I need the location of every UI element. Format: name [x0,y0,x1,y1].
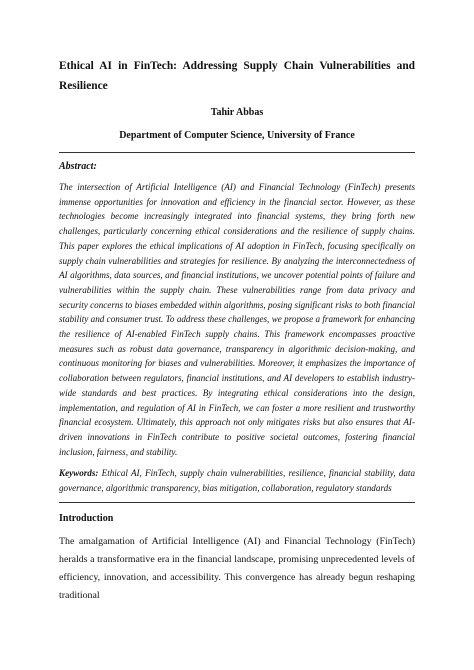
keywords-list: Ethical AI, FinTech, supply chain vulnerabilities, resilience, financial stability, data governance, algorithmic transparency, bias mitigation, collaboration, regulatory standards [59,468,415,494]
bottom-divider [59,502,415,503]
keywords-label: Keywords: [59,468,99,479]
top-divider [59,152,415,153]
introduction-text: The amalgamation of Artificial Intelligence (AI) and Financial Technology (FinTech) heralds a transformative era in the financial landscape, promising unprecedented levels of efficiency, innovation, and accessibility. This convergence has already begun reshaping traditional [59,535,415,601]
section-heading-introduction: Introduction [59,512,114,524]
keywords [59,466,415,495]
abstract-text: The intersection of Artificial Intelligence (AI) and Financial Technology (FinTech) presents immense opportunities for innovation and efficiency in the financial sector. However, as these technologies become increasingly integrated into financial systems, they bring forth new challenges, particularly concerning ethical considerations and the resilience of supply chains. This paper explores the ethical implications of AI adoption in FinTech, focusing specifically on supply chain vulnerabilities and strategies for resilience. By analyzing the interconnectedness of AI algorithms, data sources, and financial institutions, we uncover potential points of failure and vulnerabilities within the supply chain. These vulnerabilities range from data privacy and security concerns to biases embedded within algorithms, posing significant risks to both financial stability and consumer trust. To address these challenges, we propose a framework for enhancing the resilience of AI-enabled FinTech supply chains. This framework encompasses proactive measures such as robust data governance, transparency in algorithmic decision-making, and continuous monitoring for biases and vulnerabilities. Moreover, it emphasizes the importance of collaboration between regulators, financial institutions, and AI developers to establish industry-wide standards and best practices. By integrating ethical considerations into the design, implementation, and regulation of AI in FinTech, we can foster a more resilient and trustworthy financial ecosystem. Ultimately, this approach not only mitigates risks but also ensures that AI-driven innovations in FinTech contribute to positive societal outcomes, fostering financial inclusion, fairness, and stability. [59,182,415,457]
abstract-label: Abstract: [59,161,97,172]
author-name: Tahir Abbas [210,107,264,118]
author-affiliation: Department of Computer Science, University of France [119,130,355,141]
paper-title: Ethical AI in FinTech: Addressing Supply Chain Vulnerabilities and Resilience [59,60,415,92]
